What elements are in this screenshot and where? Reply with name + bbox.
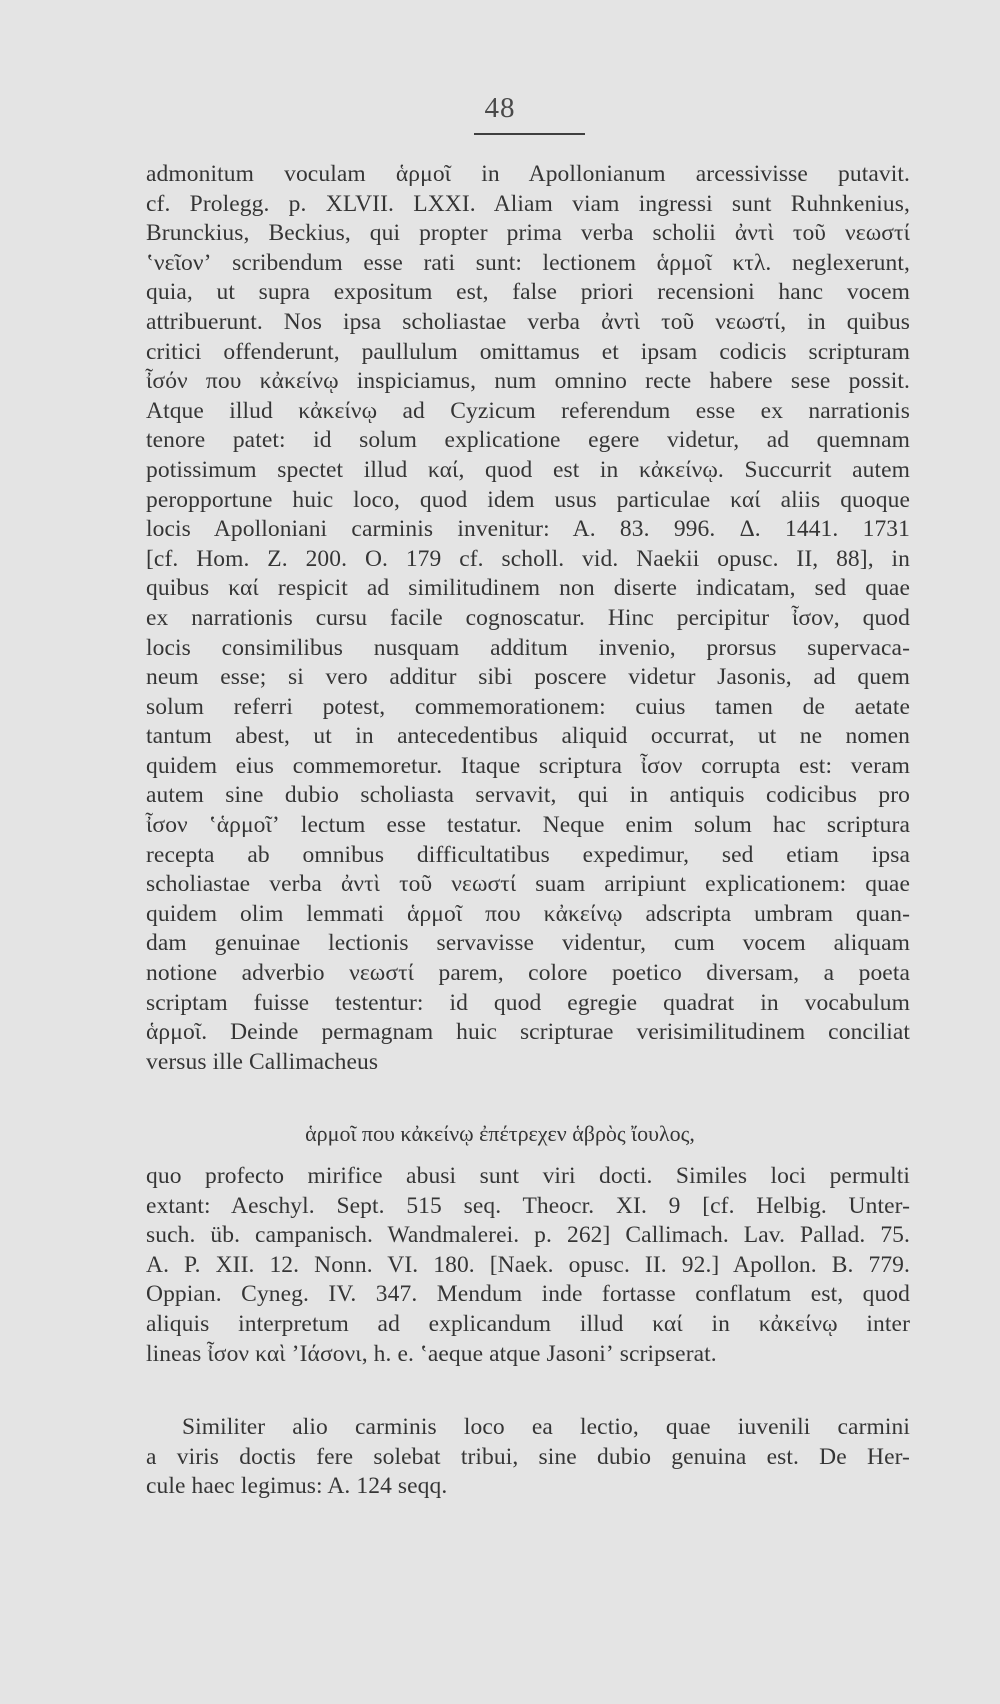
text-line: ἶσόν που κἀκείνῳ inspiciamus, num omnino recte habere sese possit. [146, 368, 910, 395]
text-line: quibus καί respicit ad similitudinem non diserte indicatam, sed quae [146, 575, 910, 602]
main-paragraph [146, 160, 910, 1077]
text-line: quidem olim lemmati ἁρμοῖ που κἀκείνῳ adscripta umbram quan- [146, 900, 910, 927]
text-line: ἁρμοῖ. Deinde permagnam huic scripturae verisimilitudinem conciliat [146, 1019, 910, 1046]
text-line: Atque illud κἀκείνῳ ad Cyzicum referendum esse ex narrationis [146, 397, 910, 424]
text-line: such. üb. campanisch. Wandmalerei. p. 262] Callimach. Lav. Pallad. 75. [146, 1222, 910, 1249]
text-line: quia, ut supra expositum est, false priori recensioni hanc vocem [146, 279, 910, 306]
text-line: critici offenderunt, paullulum omittamus et ipsam codicis scripturam [146, 338, 910, 365]
text-line: [cf. Hom. Z. 200. O. 179 cf. scholl. vid. Naekii opusc. II, 88], in [146, 545, 910, 572]
text-line: autem sine dubio scholiasta servavit, qui in antiquis codicibus pro [146, 782, 910, 809]
text-line: ἶσον ʽἁρμοῖʼ lectum esse testatur. Neque enim solum hac scriptura [146, 812, 910, 839]
text-line: solum referri potest, commemorationem: cuius tamen de aetate [146, 693, 910, 720]
text-line: scriptam fuisse testentur: id quod egregie quadrat in vocabulum [146, 989, 910, 1016]
text-line: potissimum spectet illud καί, quod est in κἀκείνῳ. Succurrit autem [146, 456, 910, 483]
text-line: locis consimilibus nusquam additum invenio, prorsus supervaca- [146, 634, 910, 661]
text-line: scholiastae verba ἀντὶ τοῦ νεωστί suam arripiunt explicationem: quae [146, 871, 910, 898]
text-line: attribuerunt. Nos ipsa scholiastae verba ἀντὶ τοῦ νεωστί, in quibus [146, 308, 910, 335]
text-line: quidem eius commemoretur. Itaque scriptura ἶσον corrupta est: veram [146, 752, 910, 779]
quoted-verse: ἁρμοῖ που κἀκείνῳ ἐπέτρεχεν ἁβρὸς ἴουλος, [305, 1121, 695, 1146]
text-line: Oppian. Cyneg. IV. 347. Mendum inde fortasse conflatum est, quod [146, 1281, 910, 1308]
text-line: tantum abest, ut in antecedentibus aliquid occurrat, ut ne nomen [146, 723, 910, 750]
text-line: a viris doctis fere solebat tribui, sine dubio genuina est. De Her- [146, 1443, 910, 1470]
text-line: notione adverbio νεωστί parem, colore poetico diversam, a poeta [146, 960, 910, 987]
text-line: extant: Aeschyl. Sept. 515 seq. Theocr. XI. 9 [cf. Helbig. Unter- [146, 1192, 910, 1219]
page-number-rule [474, 133, 585, 135]
text-line: Brunckius, Beckius, qui propter prima verba scholii ἀντὶ τοῦ νεωστί [146, 220, 910, 247]
text-line: A. P. XII. 12. Nonn. VI. 180. [Naek. opusc. II. 92.] Apollon. B. 779. [146, 1251, 910, 1278]
text-line: admonitum voculam ἁρμοῖ in Apollonianum arcessivisse putavit. [146, 161, 910, 187]
continued-paragraph [146, 1162, 910, 1369]
text-line: aliquis interpretum ad explicandum illud καί in κἀκείνῳ inter [146, 1310, 910, 1337]
text-line: Similiter alio carminis loco ea lectio, quae iuvenili carmini [182, 1414, 910, 1440]
text-line: quo profecto mirifice abusi sunt viri docti. Similes loci permulti [146, 1163, 910, 1189]
text-line: tenore patet: id solum explicatione egere videtur, ad quemnam [146, 427, 910, 454]
text-line: recepta ab omnibus difficultatibus expedimur, sed etiam ipsa [146, 841, 910, 868]
text-line: cf. Prolegg. p. XLVII. LXXI. Aliam viam ingressi sunt Ruhnkenius, [146, 190, 910, 217]
text-line: peropportune huic loco, quod idem usus particulae καί aliis quoque [146, 486, 910, 513]
text-line: ʽνεῖονʼ scribendum esse rati sunt: lectionem ἁρμοῖ κτλ. neglexerunt, [146, 249, 910, 276]
text-line: dam genuinae lectionis servavisse videntur, cum vocem aliquam [146, 930, 910, 957]
text-line: neum esse; si vero additur sibi poscere videtur Jasonis, ad quem [146, 664, 910, 691]
text-line: ex narrationis cursu facile cognoscatur. Hinc percipitur ἶσον, quod [146, 604, 910, 631]
text-line: locis Apolloniani carminis invenitur: A. 83. 996. Δ. 1441. 1731 [146, 516, 910, 543]
text-line: versus ille Callimacheus [146, 1048, 379, 1075]
page-number: 48 [484, 92, 516, 124]
text-line: lineas ἶσον καὶ ʼΙάσονι, h. e. ʽaeque atque Jasoniʼ scripserat. [146, 1340, 717, 1367]
final-paragraph [146, 1413, 910, 1502]
text-line: cule haec legimus: A. 124 seqq. [146, 1473, 448, 1500]
